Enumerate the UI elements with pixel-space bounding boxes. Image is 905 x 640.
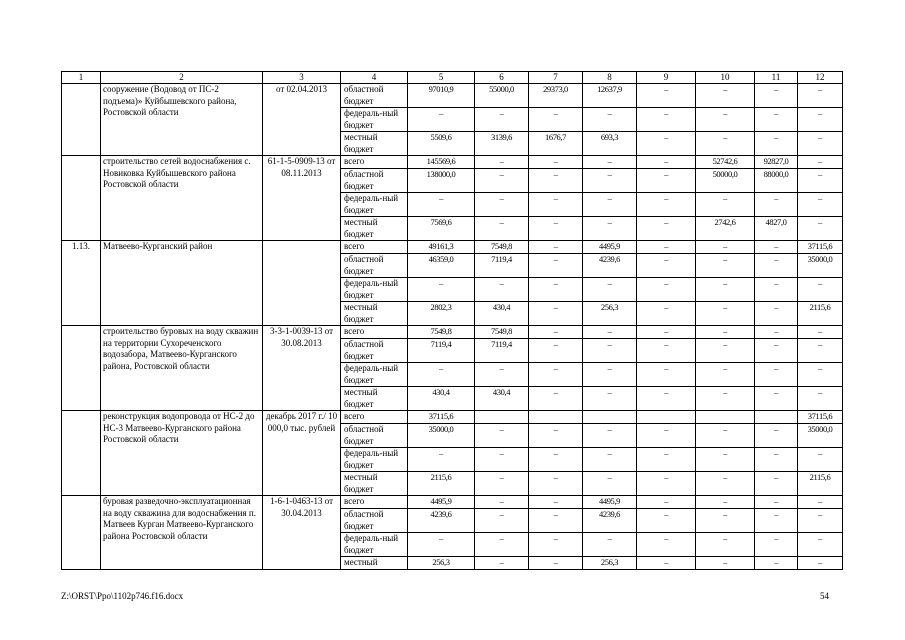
value-cell: – [696,254,755,278]
value-cell: – [475,557,529,570]
value-cell: 5509,6 [408,132,475,156]
value-cell: – [755,108,798,132]
value-cell: – [583,169,637,193]
column-header: 9 [637,72,696,84]
section-title: строительство буровых на воду скважин на территории Сухореченского водозабора, Матвеево-Курганского района, Ростовской области [101,326,263,411]
value-cell: 430,4 [475,302,529,326]
value-cell: 35000,0 [408,424,475,448]
value-cell: – [408,448,475,472]
value-cell: – [637,557,696,570]
funding-type: местный бюджет [341,472,408,496]
column-header: 6 [475,72,529,84]
value-cell: – [696,448,755,472]
value-cell: – [583,387,637,411]
value-cell: – [696,278,755,302]
value-cell: – [755,363,798,387]
value-cell: – [475,217,529,241]
funding-type: областной бюджет [341,509,408,533]
section-number: 1.13. [62,241,101,326]
value-cell: – [475,509,529,533]
value-cell: – [798,533,843,557]
value-cell: – [637,169,696,193]
value-cell: – [696,132,755,156]
value-cell: 2802,3 [408,302,475,326]
value-cell: – [696,424,755,448]
value-cell: – [798,387,843,411]
value-cell: 29373,0 [529,84,583,108]
value-cell: – [529,557,583,570]
value-cell: – [637,387,696,411]
section-number [62,496,101,570]
value-cell: – [755,193,798,217]
value-cell: – [475,472,529,496]
funding-type: федераль-ный бюджет [341,448,408,472]
value-cell: – [696,533,755,557]
funding-type: федераль-ный бюджет [341,193,408,217]
value-cell: – [583,533,637,557]
value-cell: – [475,169,529,193]
file-path: Z:\ORST\Ppo\1102p746.f16.docx [61,591,184,601]
value-cell: – [696,302,755,326]
value-cell: 256,3 [408,557,475,570]
value-cell: 145569,6 [408,156,475,169]
value-cell: – [529,254,583,278]
value-cell: – [475,424,529,448]
value-cell: – [637,326,696,339]
value-cell: 4827,0 [755,217,798,241]
value-cell: – [529,326,583,339]
value-cell: 3139,6 [475,132,529,156]
table-row [62,156,843,169]
value-cell: – [755,254,798,278]
value-cell: – [408,533,475,557]
column-header: 4 [341,72,408,84]
value-cell: – [475,533,529,557]
value-cell: 4239,6 [583,509,637,533]
value-cell: – [529,472,583,496]
value-cell: – [798,363,843,387]
section-number [62,156,101,241]
value-cell [475,411,529,424]
column-header: 7 [529,72,583,84]
value-cell: – [755,533,798,557]
section-document: 3-3-1-0039-13 от 30.08.2013 [263,326,341,411]
value-cell: – [696,193,755,217]
value-cell: – [798,84,843,108]
value-cell: – [529,387,583,411]
value-cell: 4239,6 [583,254,637,278]
value-cell: – [755,278,798,302]
table-row [62,411,843,424]
value-cell: 97010,9 [408,84,475,108]
budget-table [61,71,843,570]
value-cell: 2115,6 [798,472,843,496]
budget-table-container [61,71,843,570]
value-cell: – [583,448,637,472]
value-cell: – [755,424,798,448]
funding-type: местный бюджет [341,302,408,326]
value-cell: – [637,254,696,278]
value-cell: – [637,132,696,156]
section-document: 1-6-1-0463-13 от 30.04.2013 [263,496,341,570]
value-cell: – [696,509,755,533]
funding-type: федераль-ный бюджет [341,108,408,132]
value-cell [529,411,583,424]
value-cell: – [529,363,583,387]
value-cell: – [583,278,637,302]
section-document: от 02.04.2013 [263,84,341,156]
page-number: 54 [820,591,829,601]
table-row [62,84,843,108]
column-header: 10 [696,72,755,84]
column-header: 11 [755,72,798,84]
value-cell: – [637,241,696,254]
value-cell: 35000,0 [798,424,843,448]
value-cell: – [637,278,696,302]
section-number [62,411,101,496]
value-cell: 2115,6 [798,302,843,326]
column-header: 1 [62,72,101,84]
table-row [62,326,843,339]
value-cell: – [583,108,637,132]
funding-type: областной бюджет [341,339,408,363]
value-cell: – [408,193,475,217]
section-document [263,241,341,326]
value-cell: 12637,9 [583,84,637,108]
value-cell: – [529,169,583,193]
value-cell: – [637,472,696,496]
value-cell: – [755,387,798,411]
value-cell: – [529,241,583,254]
value-cell: – [583,339,637,363]
section-document: декабрь 2017 г./ 10 000,0 тыс. рублей [263,411,341,496]
section-title: сооружение (Водовод от ПС-2 подъема)» Куйбышевского района, Ростовской области [101,84,263,156]
value-cell: – [798,557,843,570]
funding-type: местный [341,557,408,570]
value-cell [755,411,798,424]
value-cell: – [529,278,583,302]
value-cell: 4495,9 [408,496,475,509]
value-cell: – [696,496,755,509]
value-cell: – [696,472,755,496]
value-cell: – [637,339,696,363]
value-cell: – [755,557,798,570]
value-cell: – [755,241,798,254]
value-cell: – [637,193,696,217]
funding-type: всего [341,241,408,254]
value-cell: – [637,108,696,132]
value-cell: – [529,448,583,472]
value-cell: – [529,156,583,169]
funding-type: федераль-ный бюджет [341,363,408,387]
value-cell: – [637,156,696,169]
value-cell: 693,3 [583,132,637,156]
funding-type: всего [341,156,408,169]
value-cell: – [637,509,696,533]
header-row [62,72,843,84]
funding-type: областной бюджет [341,84,408,108]
value-cell: – [475,278,529,302]
section-title: Матвеево-Курганский район [101,241,263,326]
value-cell: – [755,132,798,156]
column-header: 8 [583,72,637,84]
value-cell: 1676,7 [529,132,583,156]
value-cell: – [798,132,843,156]
value-cell: 50000,0 [696,169,755,193]
funding-type: всего [341,411,408,424]
value-cell: 4239,6 [408,509,475,533]
value-cell: – [798,509,843,533]
value-cell: – [475,363,529,387]
value-cell: – [696,363,755,387]
value-cell: – [637,448,696,472]
funding-type: областной бюджет [341,424,408,448]
value-cell: – [637,363,696,387]
value-cell: 7119,4 [475,339,529,363]
value-cell: – [529,533,583,557]
value-cell: – [798,496,843,509]
value-cell: 49161,3 [408,241,475,254]
value-cell: – [755,326,798,339]
value-cell: – [637,533,696,557]
value-cell: – [408,108,475,132]
funding-type: федераль-ный бюджет [341,533,408,557]
section-title: строительство сетей водоснабжения с. Новиковка Куйбышевского района Ростовской области [101,156,263,241]
value-cell: 2742,6 [696,217,755,241]
value-cell: 55000,0 [475,84,529,108]
value-cell: – [637,302,696,326]
value-cell: 46359,0 [408,254,475,278]
value-cell: – [529,339,583,363]
value-cell: 138000,0 [408,169,475,193]
value-cell: – [798,326,843,339]
value-cell: 430,4 [408,387,475,411]
value-cell: 7119,4 [408,339,475,363]
column-header: 2 [101,72,263,84]
value-cell: – [696,339,755,363]
value-cell: – [798,339,843,363]
value-cell: – [696,326,755,339]
section-title: буровая разведочно-эксплуатационная на воду скважина для водоснабжения п. Матвеев Курган Матвеево-Курганского района Ростовской области [101,496,263,570]
value-cell: – [583,472,637,496]
funding-type: областной бюджет [341,169,408,193]
section-number [62,84,101,156]
value-cell: – [529,217,583,241]
funding-type: местный бюджет [341,217,408,241]
value-cell: – [798,217,843,241]
value-cell: – [755,84,798,108]
value-cell: – [583,217,637,241]
value-cell [583,411,637,424]
funding-type: местный бюджет [341,387,408,411]
value-cell: – [475,193,529,217]
section-document: 61-1-5-0909-13 от 08.11.2013 [263,156,341,241]
value-cell: – [475,156,529,169]
value-cell: 37115,6 [798,241,843,254]
value-cell: – [798,193,843,217]
value-cell: – [755,496,798,509]
value-cell: – [583,424,637,448]
section-title: реконструкция водопровода от НС-2 до НС-3 Матвеево-Курганского района Ростовской области [101,411,263,496]
column-header: 5 [408,72,475,84]
value-cell: – [798,448,843,472]
value-cell: – [637,217,696,241]
value-cell: – [798,156,843,169]
table-body [62,72,843,570]
column-header: 3 [263,72,341,84]
value-cell: 7549,8 [475,326,529,339]
value-cell: 256,3 [583,557,637,570]
value-cell: – [755,509,798,533]
value-cell: – [529,193,583,217]
value-cell: 7549,8 [408,326,475,339]
table-row [62,241,843,254]
value-cell: – [529,108,583,132]
section-number [62,326,101,411]
value-cell: – [529,509,583,533]
funding-type: местный бюджет [341,132,408,156]
value-cell: – [475,496,529,509]
value-cell: – [696,108,755,132]
value-cell: – [583,363,637,387]
value-cell: – [696,241,755,254]
value-cell [637,411,696,424]
value-cell: 92827,0 [755,156,798,169]
value-cell: – [637,84,696,108]
value-cell: – [529,496,583,509]
value-cell: 37115,6 [408,411,475,424]
value-cell: – [755,448,798,472]
value-cell: – [637,496,696,509]
value-cell: 7569,6 [408,217,475,241]
value-cell: – [798,278,843,302]
value-cell: – [755,339,798,363]
value-cell: 4495,9 [583,241,637,254]
column-header: 12 [798,72,843,84]
value-cell: 2115,6 [408,472,475,496]
value-cell: – [529,424,583,448]
funding-type: федераль-ный бюджет [341,278,408,302]
value-cell: – [408,278,475,302]
value-cell: 256,3 [583,302,637,326]
value-cell: – [755,302,798,326]
value-cell [696,411,755,424]
value-cell: – [583,156,637,169]
value-cell: 4495,9 [583,496,637,509]
value-cell: – [798,169,843,193]
value-cell: – [529,302,583,326]
value-cell: 88000,0 [755,169,798,193]
value-cell: 430,4 [475,387,529,411]
value-cell: 7119,4 [475,254,529,278]
value-cell: – [475,108,529,132]
value-cell: 52742,6 [696,156,755,169]
value-cell: – [637,424,696,448]
table-row [62,496,843,509]
value-cell: – [475,448,529,472]
value-cell: – [696,84,755,108]
value-cell: – [583,193,637,217]
value-cell: – [696,387,755,411]
funding-type: областной бюджет [341,254,408,278]
value-cell: – [798,108,843,132]
value-cell: 7549,8 [475,241,529,254]
value-cell: – [755,472,798,496]
funding-type: всего [341,496,408,509]
value-cell: – [696,557,755,570]
funding-type: всего [341,326,408,339]
value-cell: 35000,0 [798,254,843,278]
value-cell: – [408,363,475,387]
value-cell: – [583,326,637,339]
value-cell: 37115,6 [798,411,843,424]
